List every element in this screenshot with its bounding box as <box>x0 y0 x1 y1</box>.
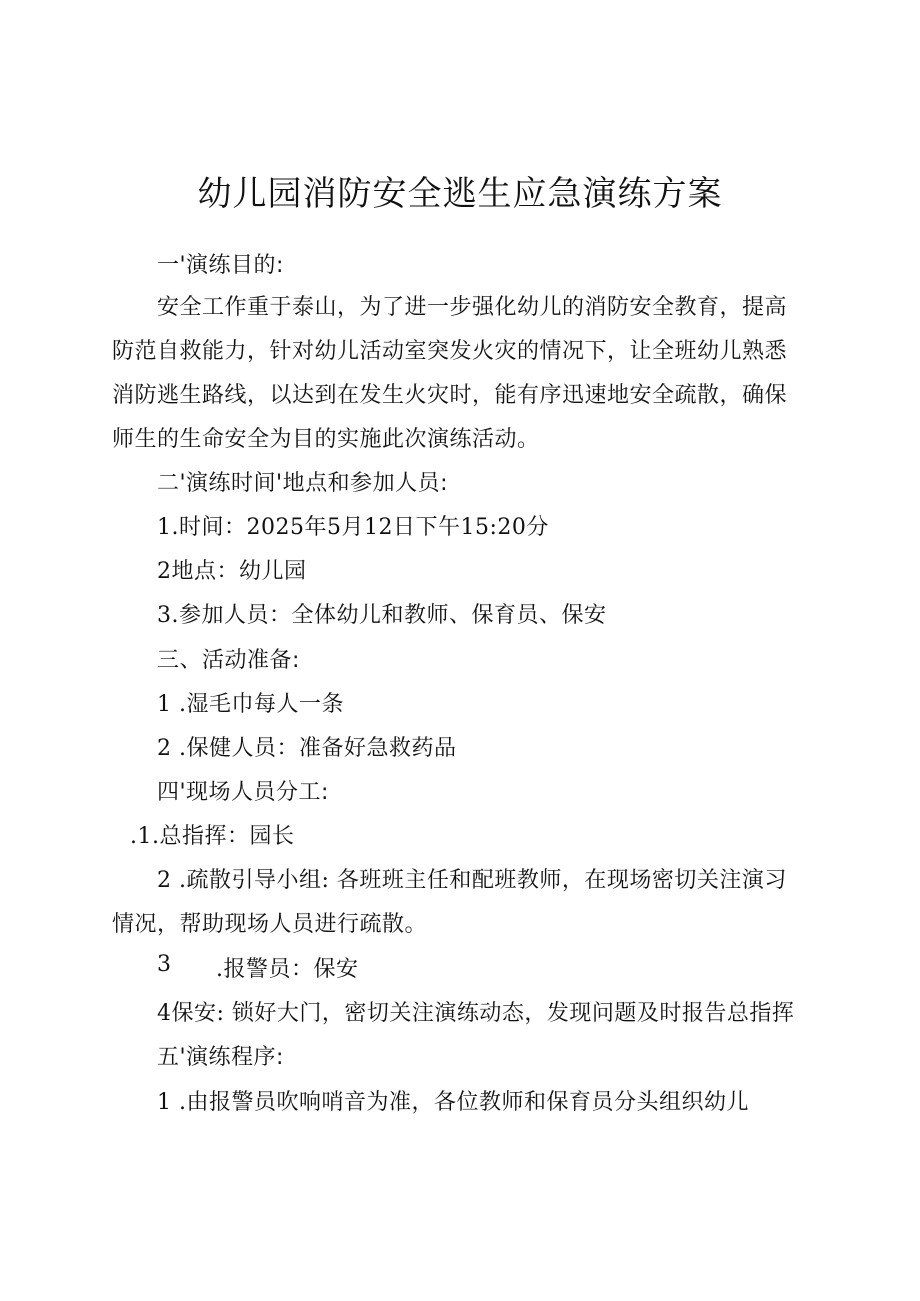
section-heading-time-place: 二'演练时间'地点和参加人员: <box>157 471 449 496</box>
paragraph-line: 师生的生命安全为目的实施此次演练活动。 <box>112 427 540 452</box>
list-item-number: 3 <box>157 952 172 977</box>
list-item: 2 .疏散引导小组: 各班班主任和配班教师，在现场密切关注演习 <box>157 868 787 893</box>
section-heading-division: 四'现场人员分工: <box>157 780 329 805</box>
list-item: 2地点：幼儿园 <box>157 559 307 584</box>
paragraph-line: 消防逃生路线，以达到在发生火灾时，能有序迅速地安全疏散，确保 <box>112 383 788 408</box>
list-item: .1.总指挥：园长 <box>130 824 295 849</box>
section-heading-procedure: 五'演练程序: <box>157 1045 284 1070</box>
document-title: 幼儿园消防安全逃生应急演练方案 <box>197 174 723 214</box>
list-item: 1 .湿毛巾每人一条 <box>157 692 344 717</box>
paragraph-line: 安全工作重于泰山，为了进一步强化幼儿的消防安全教育，提高 <box>157 295 788 320</box>
list-item: 2 .保健人员：准备好急救药品 <box>157 736 457 761</box>
list-item: 3.参加人员：全体幼儿和教师、保育员、保安 <box>157 603 607 628</box>
list-item: .报警员：保安 <box>216 957 359 982</box>
paragraph-line: 情况，帮助现场人员进行疏散。 <box>112 912 428 937</box>
section-heading-purpose: 一'演练目的: <box>157 253 284 278</box>
list-item: 1 .由报警员吹响哨音为准，各位教师和保育员分头组织幼儿 <box>157 1090 749 1115</box>
list-item: 4保安: 锁好大门，密切关注演练动态，发现问题及时报告总指挥 <box>157 1001 795 1026</box>
section-heading-preparation: 三、活动准备: <box>157 648 300 673</box>
list-item: 1.时间：2025年5月12日下午15:20分 <box>157 515 549 540</box>
paragraph-line: 防范自救能力，针对幼儿活动室突发火灾的情况下，让全班幼儿熟悉 <box>112 339 788 364</box>
